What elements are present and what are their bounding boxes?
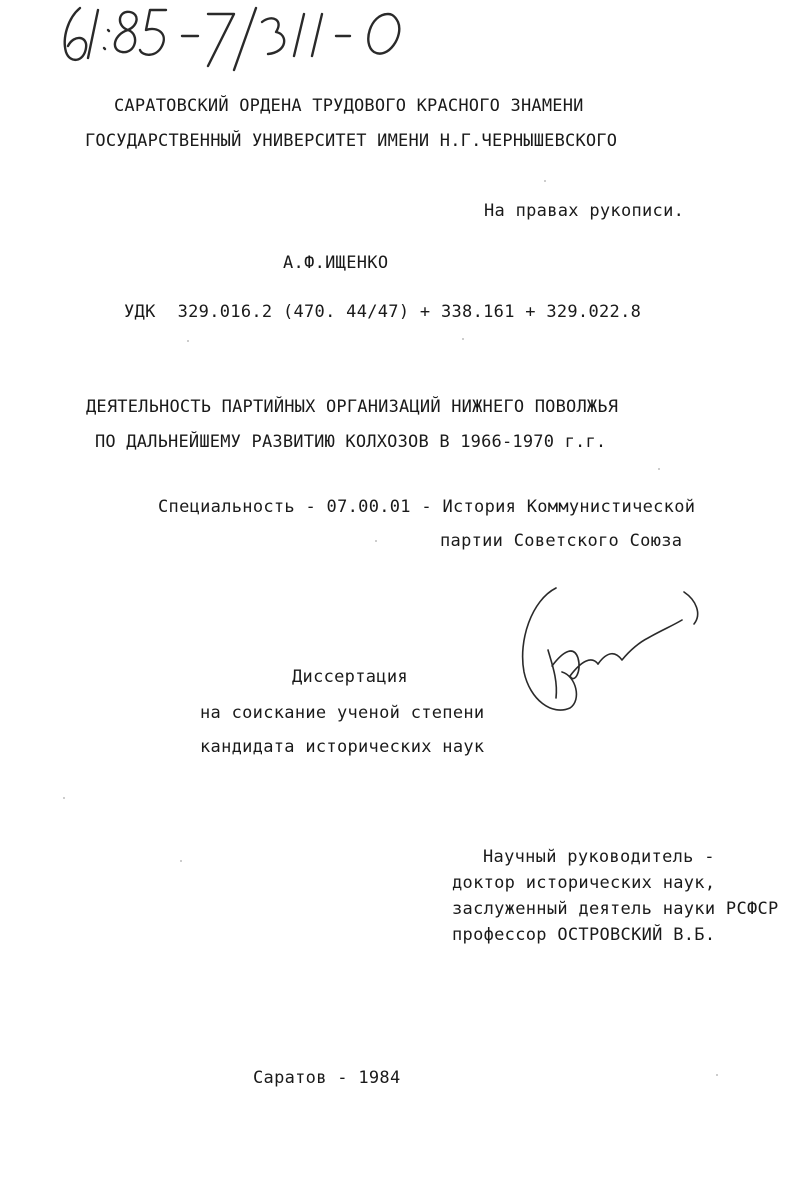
institution-line-2: ГОСУДАРСТВЕННЫЙ УНИВЕРСИТЕТ ИМЕНИ Н.Г.ЧЕРНЫШЕВСКОГО	[85, 131, 618, 151]
specialty-line-2: партии Советского Союза	[440, 531, 683, 551]
title-line-2: ПО ДАЛЬНЕЙШЕМУ РАЗВИТИЮ КОЛХОЗОВ В 1966-1970 г.г.	[95, 432, 607, 452]
dissertation-line-1: Диссертация	[292, 667, 408, 687]
manuscript-rights: На правах рукописи.	[484, 201, 685, 221]
dissertation-line-2: на соискание ученой степени	[200, 703, 485, 723]
scan-speck	[462, 338, 464, 340]
scan-speck	[544, 180, 546, 182]
udk-label: УДК	[124, 302, 156, 322]
dissertation-line-3: кандидата исторических наук	[200, 737, 485, 757]
advisor-line-2: доктор исторических наук,	[452, 873, 716, 893]
signature	[512, 580, 712, 730]
udk-line	[124, 302, 641, 322]
advisor-line-3: заслуженный деятель науки РСФСР	[452, 899, 779, 919]
advisor-line-1: Научный руководитель -	[483, 847, 715, 867]
scan-speck	[180, 860, 182, 862]
place-and-year: Саратов - 1984	[253, 1068, 401, 1088]
scan-speck	[375, 540, 377, 542]
title-line-1: ДЕЯТЕЛЬНОСТЬ ПАРТИЙНЫХ ОРГАНИЗАЦИЙ НИЖНЕГО ПОВОЛЖЬЯ	[86, 397, 619, 417]
scan-speck	[716, 1074, 718, 1076]
scan-speck	[658, 468, 660, 470]
scan-speck	[187, 340, 189, 342]
specialty-line-1: Специальность - 07.00.01 - История Коммунистической	[158, 497, 696, 517]
handwritten-archive-code	[58, 0, 438, 78]
advisor-line-4: профессор ОСТРОВСКИЙ В.Б.	[452, 925, 716, 945]
udk-value: 329.016.2 (470. 44/47) + 338.161 + 329.022.8	[177, 302, 642, 322]
institution-line-1: САРАТОВСКИЙ ОРДЕНА ТРУДОВОГО КРАСНОГО ЗНАМЕНИ	[114, 96, 584, 116]
scan-speck	[63, 797, 65, 799]
author-name: А.Ф.ИЩЕНКО	[283, 253, 389, 273]
